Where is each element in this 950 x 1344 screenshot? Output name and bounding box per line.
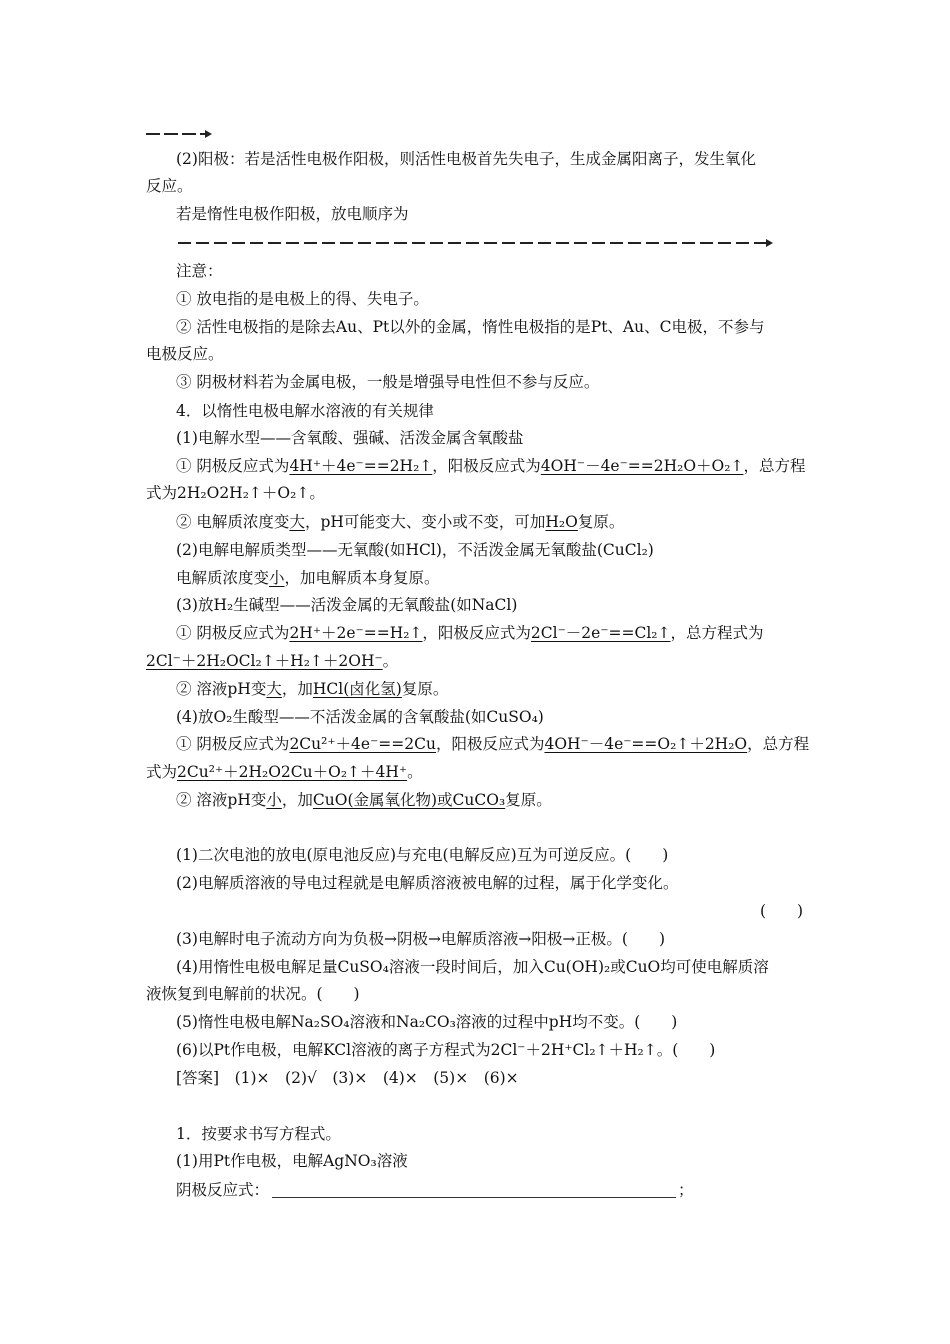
- overall-equation: 2Cu²⁺＋2H₂O2Cu＋O₂↑＋4H⁺: [177, 763, 408, 781]
- arrow-dash: [520, 242, 533, 244]
- text: 复原。: [401, 680, 449, 698]
- type-1-reactions-line2: [146, 482, 325, 504]
- answer-blank: 大: [289, 513, 305, 531]
- judgment-q4-line2: 液恢复到电解前的状况。( ): [146, 985, 360, 1003]
- text: 。: [407, 763, 423, 781]
- practice-heading: 1．按要求书写方程式。: [176, 1125, 341, 1143]
- anode-paragraph-line2: 反应。: [146, 177, 193, 195]
- text: ，总方程: [747, 735, 810, 753]
- arrow-dash: [394, 242, 407, 244]
- arrow-dash: [700, 242, 713, 244]
- cathode-equation: 2Cu²⁺＋4e⁻==2Cu: [289, 735, 436, 753]
- text: ② 溶液pH变: [176, 680, 267, 698]
- text: ，总方程: [743, 457, 806, 475]
- anode-equation: 2Cl⁻－2e⁻==Cl₂↑: [530, 624, 671, 642]
- arrow-dash: [268, 242, 281, 244]
- inert-anode-line: 若是惰性电极作阳极，放电顺序为: [176, 205, 409, 223]
- type-4-reactions-line1: [176, 733, 809, 755]
- judgment-q2: (2)电解质溶液的导电过程就是电解质溶液被电解的过程，属于化学变化。: [176, 874, 679, 892]
- answer-blank: CuO(金属氧化物)或CuCO₃: [312, 791, 506, 809]
- type-4-ph: [176, 789, 552, 811]
- cathode-equation: 4H⁺＋4e⁻==2H₂↑: [289, 457, 433, 475]
- type-3-heading: (3)放H₂生碱型——活泼金属的无氧酸盐(如NaCl): [176, 596, 518, 614]
- anode-order-arrow: [178, 239, 778, 247]
- text: ① 阴极反应式为: [176, 735, 290, 753]
- text: ，pH可能变大、变小或不变，可加: [304, 513, 546, 531]
- type-1-heading: (1)电解水型——含氧酸、强碱、活泼金属含氧酸盐: [176, 429, 524, 447]
- judgment-q6: (6)以Pt作电极，电解KCl溶液的离子方程式为2Cl⁻＋2H⁺Cl₂↑＋H₂↑。( ): [176, 1041, 716, 1059]
- line-end-semicolon: ；: [678, 1181, 694, 1199]
- judgment-q4-line1: (4)用惰性电极电解足量CuSO₄溶液一段时间后，加入Cu(OH)₂或CuO均可使电解质溶: [176, 958, 769, 976]
- text: 复原。: [577, 513, 625, 531]
- arrow-dash: [250, 242, 263, 244]
- answer-blank: HCl(卤化氢): [312, 680, 402, 698]
- type-2-heading: (2)电解电解质类型——无氧酸(如HCl)，不活泼金属无氧酸盐(CuCl₂): [176, 541, 654, 559]
- judgment-q2-bracket: ( ): [760, 902, 804, 920]
- arrow-dash: [304, 242, 317, 244]
- type-3-reactions-line1: [176, 622, 764, 644]
- overall-equation: 2Cl⁻＋2H₂OCl₂↑＋H₂↑＋2OH⁻: [146, 652, 383, 670]
- text: 。: [382, 652, 399, 670]
- answer-blank: 大: [266, 680, 282, 698]
- type-3-reactions-line2: [146, 650, 398, 672]
- arrow-dash: [232, 242, 245, 244]
- arrow-dash: [736, 242, 749, 244]
- anode-equation: 4OH⁻－4e⁻==O₂↑＋2H₂O: [544, 735, 748, 753]
- text: ① 阴极反应式为: [176, 624, 290, 642]
- text: ，加: [281, 791, 313, 809]
- answer-blank: 小: [269, 569, 285, 587]
- note-item-2-line1: ② 活性电极指的是除去Au、Pt以外的金属，惰性电极指的是Pt、Au、C电极，不参与: [176, 318, 765, 336]
- arrow-dash: [664, 242, 677, 244]
- text: 式为: [146, 763, 178, 781]
- text: ，阳极反应式为: [432, 457, 541, 475]
- section-4-heading: 4．以惰性电极电解水溶液的有关规律: [176, 402, 434, 420]
- type-1-concentration: [176, 511, 624, 533]
- arrow-dash: [610, 242, 623, 244]
- arrow-dash: [574, 242, 587, 244]
- arrow-dash: [322, 242, 335, 244]
- judgment-q5: (5)惰性电极电解Na₂SO₄溶液和Na₂CO₃溶液的过程中pH均不变。( ): [176, 1013, 678, 1031]
- judgment-q1: (1)二次电池的放电(原电池反应)与充电(电解反应)互为可逆反应。( ): [176, 846, 669, 864]
- arrow-dash: [196, 242, 209, 244]
- arrow-dash: [358, 242, 371, 244]
- arrow-dash: [178, 242, 191, 244]
- anode-paragraph-line1: (2)阳极：若是活性电极作阳极，则活性电极首先失电子，生成金属阳离子，发生氧化: [176, 150, 756, 168]
- text: 复原。: [505, 791, 552, 809]
- arrow-dash: [628, 242, 641, 244]
- arrow-dash: [646, 242, 659, 244]
- type-1-reactions-line1: [176, 455, 805, 477]
- text: ② 溶液pH变: [176, 791, 267, 809]
- arrow-dash: [376, 242, 389, 244]
- anode-equation: 4OH⁻－4e⁻==2H₂O＋O₂↑: [540, 457, 744, 475]
- arrow-head: [766, 239, 773, 247]
- overall-equation: 2H₂O2H₂↑＋O₂↑: [177, 484, 310, 502]
- text: 电解质浓度变: [176, 569, 270, 587]
- text: ，阳极反应式为: [422, 624, 531, 642]
- text: 。: [309, 484, 325, 502]
- text: ② 电解质浓度变: [176, 513, 290, 531]
- arrow-dash: [592, 242, 605, 244]
- cathode-equation: 2H⁺＋2e⁻==H₂↑: [289, 624, 423, 642]
- arrow-dash: [466, 242, 479, 244]
- arrow-dash: [430, 242, 443, 244]
- answer-blank: H₂O: [545, 513, 578, 531]
- text: ① 阴极反应式为: [176, 457, 290, 475]
- arrow-dash: [682, 242, 695, 244]
- arrow-dash: [412, 242, 425, 244]
- text: ，总方程式为: [670, 624, 764, 642]
- answer-blank: 小: [266, 791, 282, 809]
- note-heading: 注意：: [176, 262, 223, 280]
- cathode-reaction-prompt: 阴极反应式：: [176, 1181, 270, 1199]
- arrow-dash: [556, 242, 569, 244]
- type-2-concentration: [176, 567, 440, 589]
- arrow-dash: [502, 242, 515, 244]
- text: 式为: [146, 484, 178, 502]
- arrow-dash: [718, 242, 731, 244]
- type-4-reactions-line2: [146, 761, 423, 783]
- text: ，加: [281, 680, 313, 698]
- arrow-dash: [538, 242, 551, 244]
- note-item-1: ① 放电指的是电极上的得、失电子。: [176, 290, 429, 308]
- answer-key: [答案] (1)× (2)√ (3)× (4)× (5)× (6)×: [176, 1069, 519, 1087]
- cathode-order-arrow: [146, 130, 212, 138]
- judgment-q3: (3)电解时电子流动方向为负极→阴极→电解质溶液→阳极→正极。( ): [176, 930, 666, 948]
- answer-underline[interactable]: [272, 1197, 676, 1198]
- text: ，阳极反应式为: [435, 735, 545, 753]
- arrow-dash: [286, 242, 299, 244]
- practice-item-1: (1)用Pt作电极，电解AgNO₃溶液: [176, 1152, 408, 1170]
- arrow-dash: [484, 242, 497, 244]
- note-item-2-line2: 电极反应。: [146, 345, 224, 363]
- arrow-dash: [214, 242, 227, 244]
- type-3-ph: [176, 678, 448, 700]
- type-4-heading: (4)放O₂生酸型——不活泼金属的含氧酸盐(如CuSO₄): [176, 708, 544, 726]
- note-item-3: ③ 阴极材料若为金属电极，一般是增强导电性但不参与反应。: [176, 373, 600, 391]
- arrow-dash: [340, 242, 353, 244]
- arrow-dash: [448, 242, 461, 244]
- text: ，加电解质本身复原。: [284, 569, 440, 587]
